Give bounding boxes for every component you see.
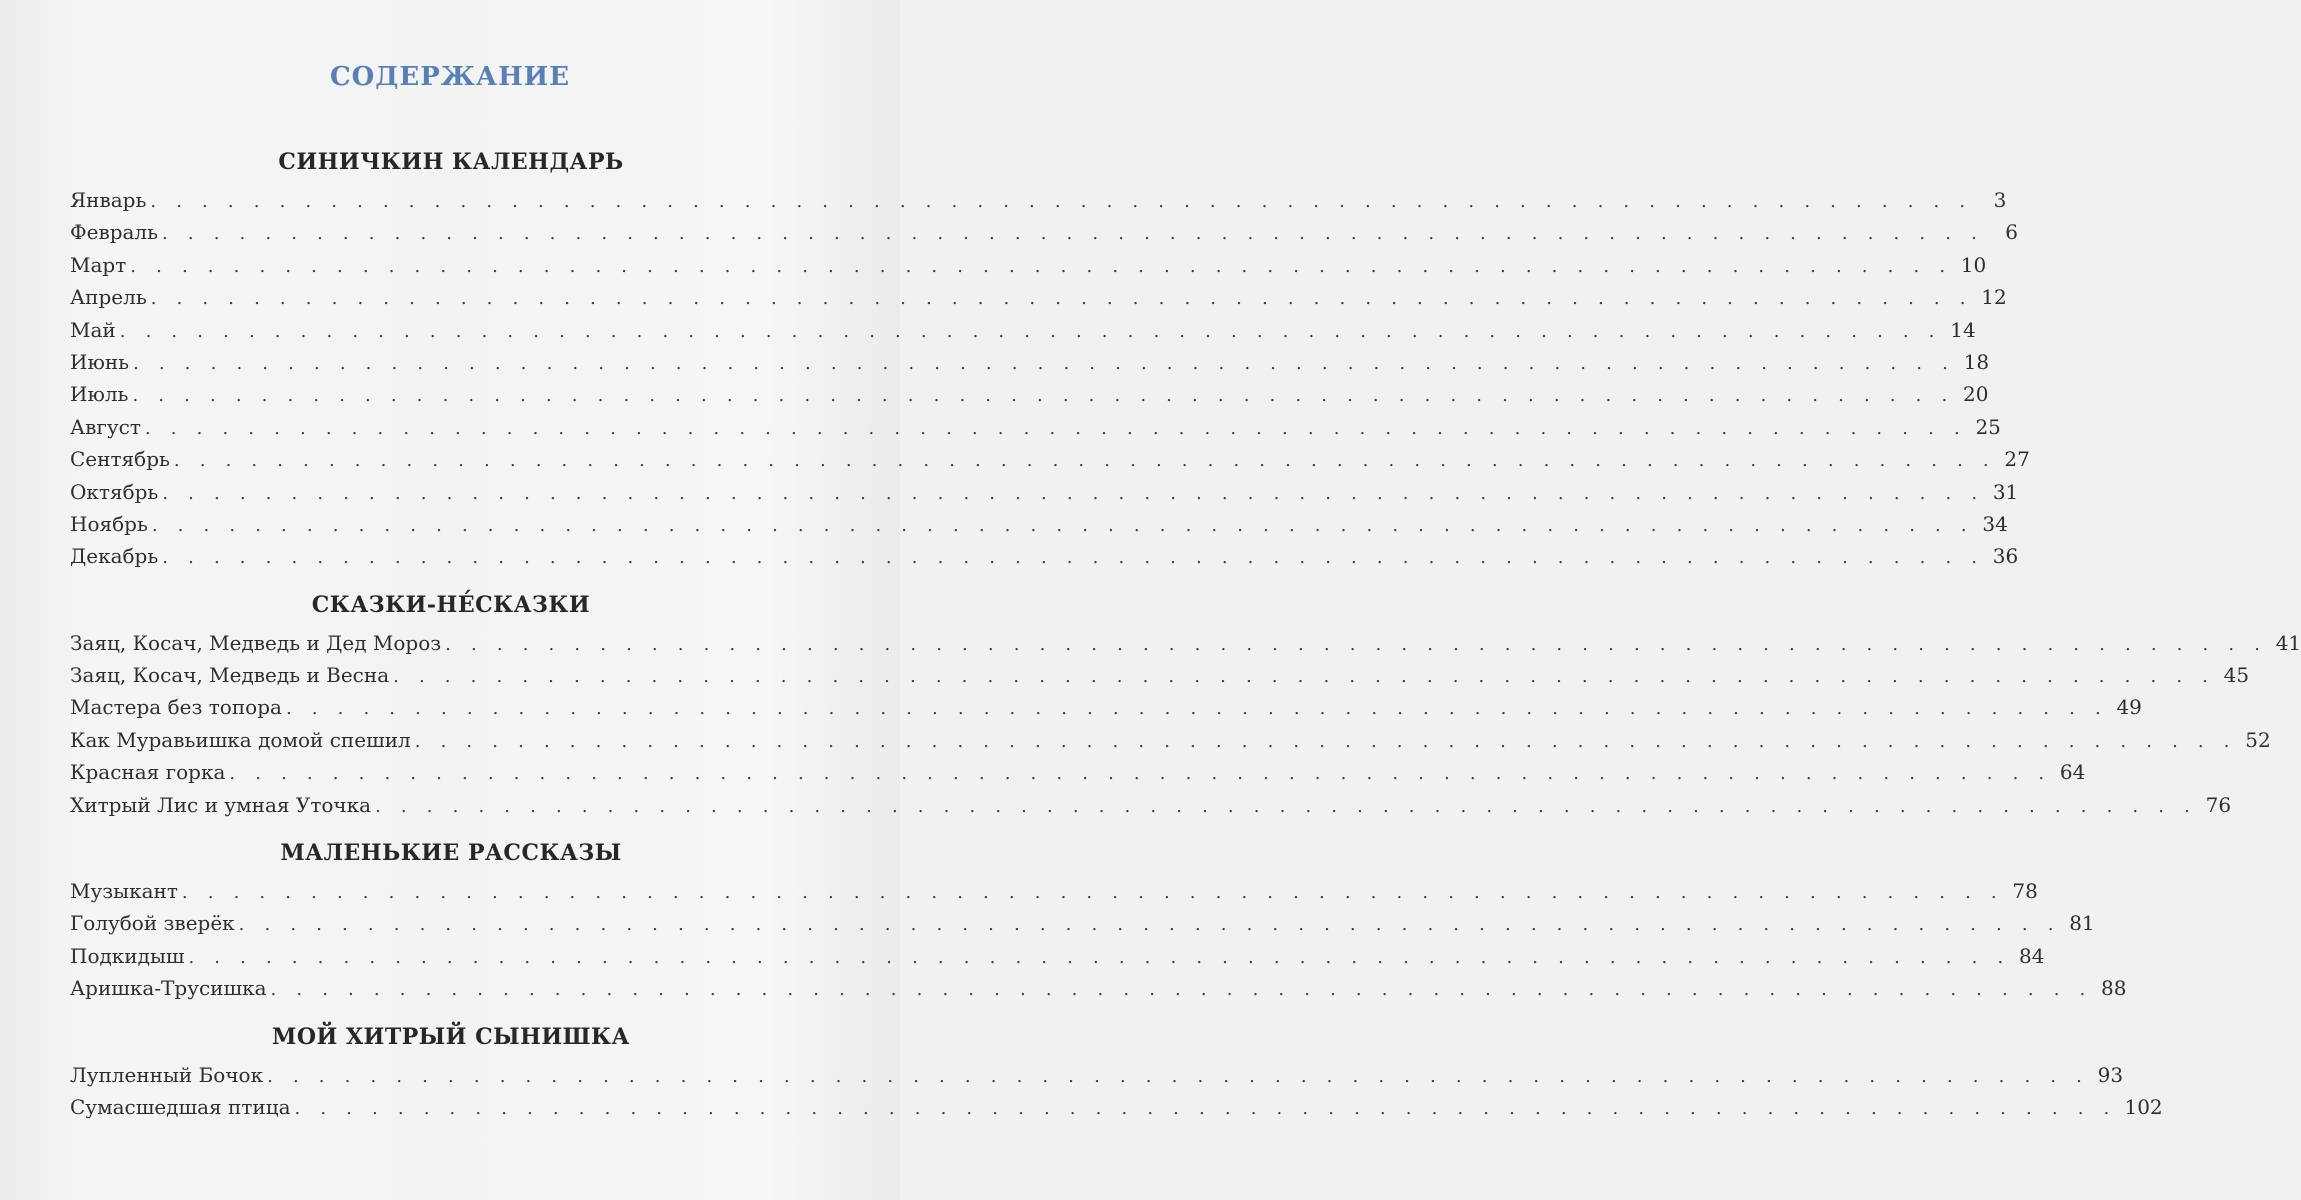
toc-entry[interactable] xyxy=(70,249,1987,281)
toc-entry[interactable] xyxy=(70,972,2127,1004)
leader-dots: . . . . . . . . . . . . . . . . . . . . . . . . . . . . . . . . . . . . . . . . . . . . . . . . . . . . . . . . . . . . . . . . . . . . . . . xyxy=(151,514,1974,536)
entry-page: 84 xyxy=(2018,943,2045,968)
toc-entry[interactable] xyxy=(70,691,2142,723)
toc-entry[interactable] xyxy=(70,940,2045,972)
leader-dots: . . . . . . . . . . . . . . . . . . . . . . . . . . . . . . . . . . . . . . . . . . . . . . . . . . . . . . . . . . . . . . . . . . . . . . . xyxy=(285,698,2108,720)
entry-page: 3 xyxy=(1993,188,2007,212)
entry-page: 52 xyxy=(2245,727,2271,752)
page-title: СОДЕРЖАНИЕ xyxy=(329,62,571,92)
toc-entry[interactable] xyxy=(70,476,2019,508)
table-of-contents xyxy=(70,140,2301,1123)
entry-title: Май xyxy=(70,317,116,342)
toc-entry[interactable] xyxy=(70,314,1976,346)
entry-title: Лупленный Бочок xyxy=(70,1062,264,1087)
leader-dots: . . . . . . . . . . . . . . . . . . . . . . . . . . . . . . . . . . . . . . . . . . . . . . . . . . . . . . . . . . . . . . . . . . . . . . . xyxy=(150,191,1973,212)
entry-page: 6 xyxy=(2005,220,2018,245)
entry-page: 81 xyxy=(2069,911,2095,936)
leader-dots: . . . . . . . . . . . . . . . . . . . . . . . . . . . . . . . . . . . . . . . . . . . . . . . . . . . . . . . . . . . . . . . . . . . . . . . xyxy=(133,352,1956,374)
entry-page: 18 xyxy=(1963,349,1990,374)
toc-entry[interactable] xyxy=(70,443,2030,475)
entry-page: 45 xyxy=(2223,663,2250,688)
entry-page: 49 xyxy=(2116,695,2142,720)
toc-entry[interactable] xyxy=(70,508,2008,540)
entry-title: Сентябрь xyxy=(70,447,170,472)
section-heading: СКАЗКИ-НЕ́СКАЗКИ xyxy=(311,591,591,618)
leader-dots: . . . . . . . . . . . . . . . . . . . . . . . . . . . . . . . . . . . . . . . . . . . . . . . . . . . . . . . . . . . . . . . . . . . . . . . xyxy=(181,882,2004,904)
entry-title: Январь xyxy=(70,188,147,212)
toc-entry[interactable] xyxy=(70,875,2038,907)
entry-title: Голубой зверёк xyxy=(70,911,235,936)
leader-dots: . . . . . . . . . . . . . . . . . . . . . . . . . . . . . . . . . . . . . . . . . . . . . . . . . . . . . . . . . . . . . . . . . . . . . . . xyxy=(130,255,1953,277)
leader-dots: . . . . . . . . . . . . . . . . . . . . . . . . . . . . . . . . . . . . . . . . . . . . . . . . . . . . . . . . . . . . . . . . . . . . . . . xyxy=(188,946,2011,968)
leader-dots: . . . . . . . . . . . . . . . . . . . . . . . . . . . . . . . . . . . . . . . . . . . . . . . . . . . . . . . . . . . . . . . . . . . . . . . xyxy=(238,914,2061,936)
toc-entry[interactable] xyxy=(70,411,2001,443)
entry-title: Июль xyxy=(70,382,129,407)
section-heading: МОЙ ХИТРЫЙ СЫНИШКА xyxy=(272,1023,630,1050)
leader-dots: . . . . . . . . . . . . . . . . . . . . . . . . . . . . . . . . . . . . . . . . . . . . . . . . . . . . . . . . . . . . . . . . . . . . . . . xyxy=(162,223,1984,245)
entry-page: 41 xyxy=(2275,630,2301,655)
leader-dots: . . . . . . . . . . . . . . . . . . . . . . . . . . . . . . . . . . . . . . . . . . . . . . . . . . . . . . . . . . . . . . . . . . . . . . . xyxy=(150,288,1973,310)
entry-page: 78 xyxy=(2012,879,2038,904)
leader-dots: . . . . . . . . . . . . . . . . . . . . . . . . . . . . . . . . . . . . . . . . . . . . . . . . . . . . . . . . . . . . . . . . . . . . . . . xyxy=(162,482,1985,504)
entry-title: Ноябрь xyxy=(70,511,148,536)
leader-dots: . . . . . . . . . . . . . . . . . . . . . . . . . . . . . . . . . . . . . . . . . . . . . . . . . . . . . . . . . . . . . . . . . . . . . . . xyxy=(375,795,2198,817)
entry-page: 34 xyxy=(1982,511,2008,536)
entry-title: Декабрь xyxy=(70,544,159,569)
toc-entry[interactable] xyxy=(70,1091,2163,1123)
entry-title: Октябрь xyxy=(70,479,159,504)
leader-dots: . . . . . . . . . . . . . . . . . . . . . . . . . . . . . . . . . . . . . . . . . . . . . . . . . . . . . . . . . . . . . . . . . . . . . . . xyxy=(393,666,2216,688)
toc-entry[interactable] xyxy=(70,184,2007,216)
toc-entry[interactable] xyxy=(70,789,2232,821)
entry-page: 64 xyxy=(2059,760,2086,785)
entry-title: Апрель xyxy=(70,285,147,310)
entry-page: 102 xyxy=(2124,1094,2163,1119)
entry-page: 20 xyxy=(1962,382,1989,407)
entry-page: 36 xyxy=(1992,544,2019,569)
toc-entry[interactable] xyxy=(70,540,2019,572)
leader-dots: . . . . . . . . . . . . . . . . . . . . . . . . . . . . . . . . . . . . . . . . . . . . . . . . . . . . . . . . . . . . . . . . . . . . . . . xyxy=(267,1065,2090,1087)
entry-page: 10 xyxy=(1960,252,1987,277)
toc-entry[interactable] xyxy=(70,346,1990,378)
toc-entry[interactable] xyxy=(70,216,2018,248)
leader-dots: . . . . . . . . . . . . . . . . . . . . . . . . . . . . . . . . . . . . . . . . . . . . . . . . . . . . . . . . . . . . . . . . . . . . . . . xyxy=(119,320,1942,342)
entry-page: 76 xyxy=(2205,792,2232,817)
toc-entry[interactable] xyxy=(70,627,2301,659)
entry-page: 31 xyxy=(1992,479,2019,504)
entry-title: Аришка-Трусишка xyxy=(70,976,267,1001)
entry-title: Музыкант xyxy=(70,879,178,904)
toc-entry[interactable] xyxy=(70,1059,2124,1091)
leader-dots: . . . . . . . . . . . . . . . . . . . . . . . . . . . . . . . . . . . . . . . . . . . . . . . . . . . . . . . . . . . . . . . . . . . . . . . xyxy=(132,385,1955,407)
entry-page: 27 xyxy=(2004,447,2030,472)
entry-title: Хитрый Лис и умная Уточка xyxy=(70,792,372,817)
toc-entry[interactable] xyxy=(70,724,2271,756)
leader-dots: . . . . . . . . . . . . . . . . . . . . . . . . . . . . . . . . . . . . . . . . . . . . . . . . . . . . . . . . . . . . . . . . . . . . . . . xyxy=(162,547,1985,569)
leader-dots: . . . . . . . . . . . . . . . . . . . . . . . . . . . . . . . . . . . . . . . . . . . . . . . . . . . . . . . . . . . . . . . . . . . . . . . xyxy=(270,979,2093,1001)
leader-dots: . . . . . . . . . . . . . . . . . . . . . . . . . . . . . . . . . . . . . . . . . . . . . . . . . . . . . . . . . . . . . . . . . . . . . . . xyxy=(173,450,1996,472)
entry-title: Подкидыш xyxy=(70,943,185,968)
entry-page: 12 xyxy=(1981,285,2007,310)
entry-title: Февраль xyxy=(70,220,159,245)
toc-entry[interactable] xyxy=(70,378,1989,410)
toc-entry[interactable] xyxy=(70,907,2095,939)
entry-title: Красная горка xyxy=(70,760,226,785)
leader-dots: . . . . . . . . . . . . . . . . . . . . . . . . . . . . . . . . . . . . . . . . . . . . . . . . . . . . . . . . . . . . . . . . . . . . . . . xyxy=(445,633,2268,655)
entry-page: 93 xyxy=(2097,1062,2124,1087)
toc-entry[interactable] xyxy=(70,659,2250,691)
leader-dots: . . . . . . . . . . . . . . . . . . . . . . . . . . . . . . . . . . . . . . . . . . . . . . . . . . . . . . . . . . . . . . . . . . . . . . . xyxy=(229,763,2052,785)
section-heading: МАЛЕНЬКИЕ РАССКАЗЫ xyxy=(280,840,622,867)
leader-dots: . . . . . . . . . . . . . . . . . . . . . . . . . . . . . . . . . . . . . . . . . . . . . . . . . . . . . . . . . . . . . . . . . . . . . . . xyxy=(144,417,1967,439)
section-heading: СИНИЧКИН КАЛЕНДАРЬ xyxy=(278,149,624,175)
entry-page: 25 xyxy=(1975,414,2001,439)
entry-title: Заяц, Косач, Медведь и Весна xyxy=(70,663,390,688)
toc-entry[interactable] xyxy=(70,756,2086,788)
entry-title: Мастера без топора xyxy=(70,695,282,720)
entry-title: Сумасшедшая птица xyxy=(70,1094,291,1119)
entry-title: Заяц, Косач, Медведь и Дед Мороз xyxy=(70,630,442,655)
toc-entry[interactable] xyxy=(70,281,2007,313)
entry-title: Июнь xyxy=(70,349,130,374)
entry-title: Август xyxy=(70,414,141,439)
leader-dots: . . . . . . . . . . . . . . . . . . . . . . . . . . . . . . . . . . . . . . . . . . . . . . . . . . . . . . . . . . . . . . . . . . . . . . . xyxy=(294,1097,2117,1119)
entry-page: 14 xyxy=(1950,317,1976,342)
entry-title: Как Муравьишка домой спешил xyxy=(70,727,411,752)
entry-page: 88 xyxy=(2101,976,2127,1001)
leader-dots: . . . . . . . . . . . . . . . . . . . . . . . . . . . . . . . . . . . . . . . . . . . . . . . . . . . . . . . . . . . . . . . . . . . . . . . xyxy=(414,730,2237,752)
entry-title: Март xyxy=(70,252,127,277)
